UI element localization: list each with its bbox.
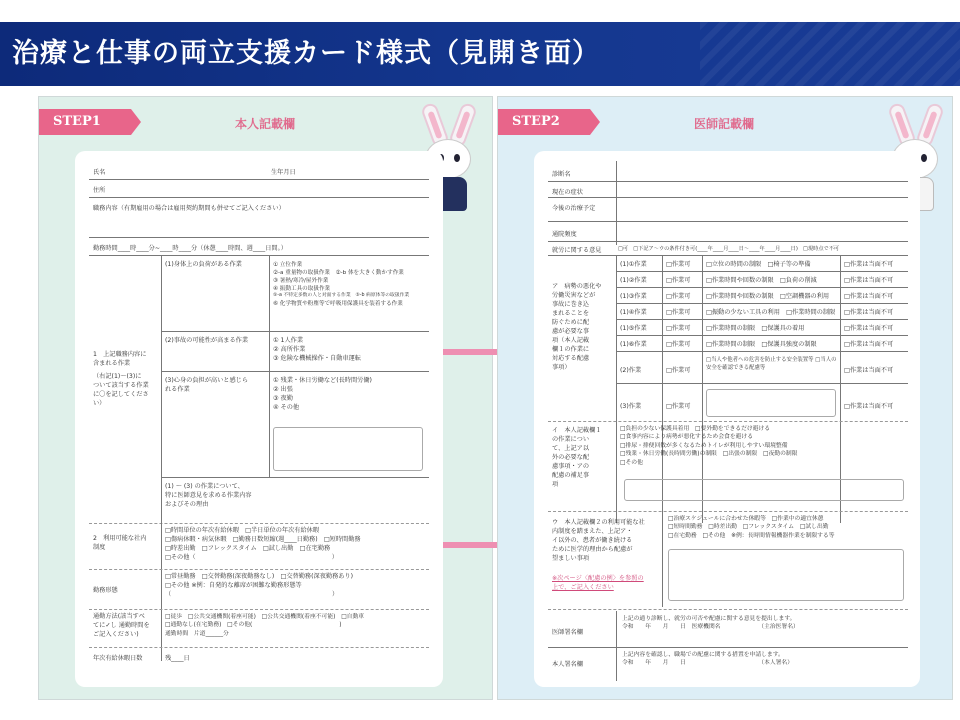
a-row-2-ok[interactable]: □作業可 [666, 277, 691, 284]
a-row-4-ok[interactable]: □作業可 [666, 309, 691, 316]
paid-leave-value: 残____日 [165, 655, 190, 662]
a-row-3-ok[interactable]: □作業可 [666, 293, 691, 300]
step2-tag: STEP2 [498, 109, 590, 135]
step1-tag: STEP1 [39, 109, 131, 135]
q2-label: 2 利用可能な社内 制度 [93, 535, 147, 551]
treatment-plan-label: 今後の治療予定 [552, 205, 596, 212]
address-label: 住所 [93, 187, 106, 194]
a-row-5-ok[interactable]: □作業可 [666, 325, 691, 332]
patient-signature-text: 上記内容を確認し、職場での配慮に関する措置を申請します。 令和 年 月 日 （本人署名） [622, 652, 794, 667]
a-row-7-ok[interactable]: □作業可 [666, 367, 691, 374]
patient-signature-label: 本人署名欄 [552, 661, 583, 668]
self-entry-heading: 本人記載欄 [235, 117, 296, 131]
a-row-5-item: (1)⑤作業 [620, 325, 647, 332]
q1-accident-risk: (2)事故の可能性が高まる作業 [165, 337, 249, 344]
a-row-3-item: (1)③作業 [620, 293, 647, 300]
name-label: 氏名 [93, 169, 106, 176]
diagnosis-label: 診断名 [552, 171, 571, 178]
work-opinion-label: 就労に関する意見 [552, 247, 602, 254]
q1-mental-load: (3)心身の負担が高いと感じら れる作業 [165, 377, 249, 393]
a-row-2-ng[interactable]: □作業は当面不可 [844, 277, 894, 284]
symptom-label: 現在の症状 [552, 189, 583, 196]
i-other-detail-box[interactable] [624, 479, 904, 501]
other-detail-box[interactable] [273, 427, 423, 471]
a-row-2-conditions[interactable]: □作業時間や回数の制限 □負荷の削減 [706, 277, 817, 284]
a-row-6-conditions[interactable]: □作業時間の制限 □保護具強度の制限 [706, 341, 817, 348]
a-row-1-conditions[interactable]: □立位の時間の制限 □椅子等の準備 [706, 261, 811, 268]
self-entry-form [75, 151, 443, 687]
a-row-4-ng[interactable]: □作業は当面不可 [844, 309, 894, 316]
q2-options: □時間単位の年次有給休暇 □半日単位の年次有給休暇 □傷病休暇・病気休暇 □勤務日数短縮(週____日勤務) □短時間勤務 □時差出勤 □フレックスタイム □試し出勤 □在宅勤務 □その他（ ） [165, 527, 361, 561]
a-row-1-ng[interactable]: □作業は当面不可 [844, 261, 894, 268]
a-row-3-ng[interactable]: □作業は当面不可 [844, 293, 894, 300]
a-row-1-item: (1)①作業 [620, 261, 647, 268]
a-row-8-ok[interactable]: □作業可 [666, 403, 691, 410]
q1-physical-options: ① 立位作業 ②-a 重量物の取扱作業 ②-b 体を大きく動かす作業 ③ 暑熱/寒冷/屋外作業 ④ 振動工具の取扱作業 ⑤-a 不特定多数の人と対面する作業 ⑤-b 病原体等の取扱作業 ⑥ 化学物質や粉塵等で呼吸用保護具を装着する作業 [273, 262, 410, 308]
work-hours-label: 勤務時間____時____分~____時____分（休憩____時間、週____日間。） [93, 245, 287, 252]
a-row-1-ok[interactable]: □作業可 [666, 261, 691, 268]
shift-label: 勤務形態 [93, 587, 118, 594]
a-row-6-ok[interactable]: □作業可 [666, 341, 691, 348]
a-row-7-ng[interactable]: □作業は当面不可 [844, 367, 894, 374]
job-label: 職務内容（有期雇用の場合は雇用契約期間も併せてご記入ください） [93, 205, 285, 212]
i-section-options[interactable]: □負担の少ない保護具着用 □要外勤をできるだけ避ける □食事内容により病勢が悪化するため会食を避ける □排尿・排便回数が多くなるためトイレが利用しやすい環境整備 □残業・休日労働(長時間労働)の制限 □出張の制限 □夜勤の制限 □その他 [620, 426, 798, 466]
q1-note: (1) ～ (3) の作業について、 特に医師意見を求める作業内容 およびその理由 [165, 483, 252, 508]
q1-accident-options: ① 1人作業 ② 高所作業 ③ 危険な機械操作・自動車運転 [273, 337, 361, 362]
a-row-5-conditions[interactable]: □作業時間の制限 □保護具の着用 [706, 325, 805, 332]
a-row-8-ng[interactable]: □作業は当面不可 [844, 403, 894, 410]
doctor-signature-label: 医師署名欄 [552, 629, 583, 636]
step1-panel [38, 96, 493, 700]
a-row-8-detail-box[interactable] [706, 389, 836, 417]
a-row-2-item: (1)②作業 [620, 277, 647, 284]
u-section-options[interactable]: □治療スケジュールに合わせた休暇等 □作業中の適宜休憩 □短時間勤務 □時差出勤 □フレックスタイム □試し出勤 □在宅勤務 □その他 ※例：長時間情報機器作業を制限する等 [668, 516, 835, 539]
commute-label: 通勤方法(該当すべ てに✓し 通勤時間を ご記入ください) [93, 613, 150, 638]
step2-panel [497, 96, 953, 700]
a-section-label: ア 病勢の悪化や 労働災害などが 事故に巻き込 まれることを 防ぐために配 慮が必要な事 項（本人記載 欄１の作業に 対応する配慮 事項） [552, 283, 602, 371]
a-row-6-item: (1)⑥作業 [620, 341, 647, 348]
a-row-3-conditions[interactable]: □作業時間や回数の制限 □空調機器の利用 [706, 293, 830, 300]
doctor-entry-form [534, 151, 920, 687]
visit-frequency-label: 通院頻度 [552, 231, 577, 238]
u-detail-box[interactable] [668, 549, 904, 601]
q1-label: 1 上記職務内容に 含まれる作業 （右記(1)～(3)に ついて該当する作業 に〇を記してくださ い） [93, 351, 149, 407]
a-row-7-conditions[interactable]: □当人や他者への危害を防止する安全装置等 □当人の安全を確認できる配慮等 [706, 357, 837, 371]
doctor-signature-text: 上記の通り診断し、就労の可否や配慮に関する意見を提出します。 令和 年 月 日 医療機関名 （主治医署名） [622, 616, 799, 631]
commute-options: □徒歩 □公共交通機関(着座可能) □公共交通機関(着座不可能) □自動車 □通勤なし(在宅勤務) □その他( ) 通勤時間 片道______分 [165, 614, 365, 637]
paid-leave-label: 年次有給休暇日数 [93, 655, 143, 662]
work-opinion-options: □可 □下記ア～ウの条件付き可(____年____月____日～____年____月____日) □現時点で不可 [618, 246, 840, 252]
q1-mental-options: ① 残業・休日労働など(長時間労働) ② 出張 ③ 夜勤 ④ その他 [273, 377, 372, 411]
u-section-label: ウ 本人記載欄２の利用可能な社 内制度を踏まえた、上記ア・ イ以外の、患者が働き続ける ために医学的理由から配慮が 望ましい事項 [552, 519, 645, 562]
a-row-8-item: (3)作業 [620, 403, 642, 410]
a-row-7-item: (2)作業 [620, 367, 642, 374]
a-row-5-ng[interactable]: □作業は当面不可 [844, 325, 894, 332]
q1-physical-load: (1)身体上の負荷がある作業 [165, 261, 242, 268]
a-row-4-conditions[interactable]: □振動の少ない工具の利用 □作業時間の制限 [706, 309, 836, 316]
shift-options: □常昼勤務 □交替勤務(深夜勤務なし) □交替勤務(深夜勤務あり) □その他 ※例：自発的な離席が困難な勤務形態等 （ ） [165, 573, 354, 598]
doctor-entry-heading: 医師記載欄 [694, 117, 755, 131]
i-section-label: イ 本人記載欄１ の作業につい て、上記ア以 外の必要な配 慮事項・アの 配慮の補足事 項 [552, 427, 602, 488]
a-row-4-item: (1)④作業 [620, 309, 647, 316]
u-section-note: ※次ページ〈配慮の例〉を参照の 上で、ご記入ください [552, 575, 644, 591]
slide-title: 治療と仕事の両立支援カード様式（見開き面） [0, 22, 960, 86]
dob-label: 生年月日 [271, 169, 296, 176]
a-row-6-ng[interactable]: □作業は当面不可 [844, 341, 894, 348]
